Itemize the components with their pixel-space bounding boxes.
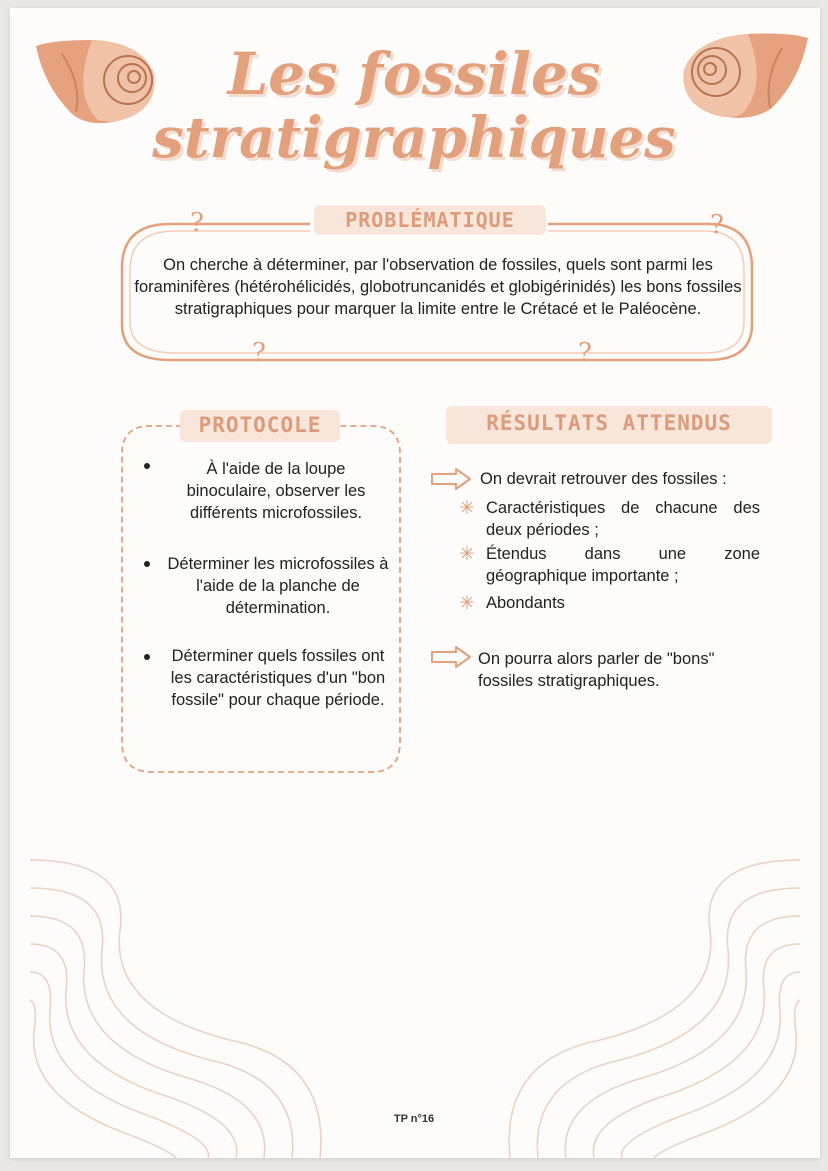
problematique-text: On cherche à déterminer, par l'observation de fossiles, quels sont parmi les foraminifères (hétérohélicidés, globotruncanidés et globigérinidés) les bons fossiles stratigraphiques pour marquer la limite entre le Crétacé et le Paléocène. (134, 256, 742, 318)
bullet (144, 561, 150, 567)
arrow-right-icon (430, 646, 472, 668)
bullet (144, 463, 150, 469)
resultats-intro: On devrait retrouver des fossiles : (480, 470, 727, 488)
bullet (144, 654, 150, 660)
resultats-criterion: Étendus dans une zone géographique importante ; (486, 545, 760, 585)
asterisk-icon: ✳ (459, 592, 475, 614)
protocole-item: Déterminer les microfossiles à l'aide de la planche de détermination. (167, 555, 389, 617)
question-mark-icon: ? (252, 338, 266, 368)
protocole-item: Déterminer quels fossiles ont les caractéristiques d'un "bon fossile" pour chaque période. (170, 647, 386, 709)
protocole-heading: PROTOCOLE (198, 413, 322, 437)
protocole-item: À l'aide de la loupe binoculaire, observer les différents microfossiles. (186, 460, 366, 522)
resultats-criterion: Caractéristiques de chacune des deux périodes ; (486, 499, 760, 539)
question-mark-icon: ? (710, 210, 724, 240)
resultats-criterion: Abondants (486, 594, 565, 612)
page-title-line-1: Les fossiles (227, 40, 601, 108)
resultats-heading: RÉSULTATS ATTENDUS (486, 411, 732, 435)
arrow-right-icon (430, 468, 472, 490)
asterisk-icon: ✳ (459, 543, 475, 565)
problematique-heading: PROBLÉMATIQUE (345, 208, 515, 232)
decorative-waves (10, 840, 820, 1158)
question-mark-icon: ? (190, 208, 204, 238)
asterisk-icon: ✳ (459, 497, 475, 519)
question-mark-icon: ? (578, 338, 592, 368)
page-title-line-2: stratigraphiques (152, 105, 676, 171)
page-footer: TP n°16 (393, 1113, 435, 1125)
resultats-conclusion: On pourra alors parler de "bons" fossiles stratigraphiques. (478, 650, 715, 690)
